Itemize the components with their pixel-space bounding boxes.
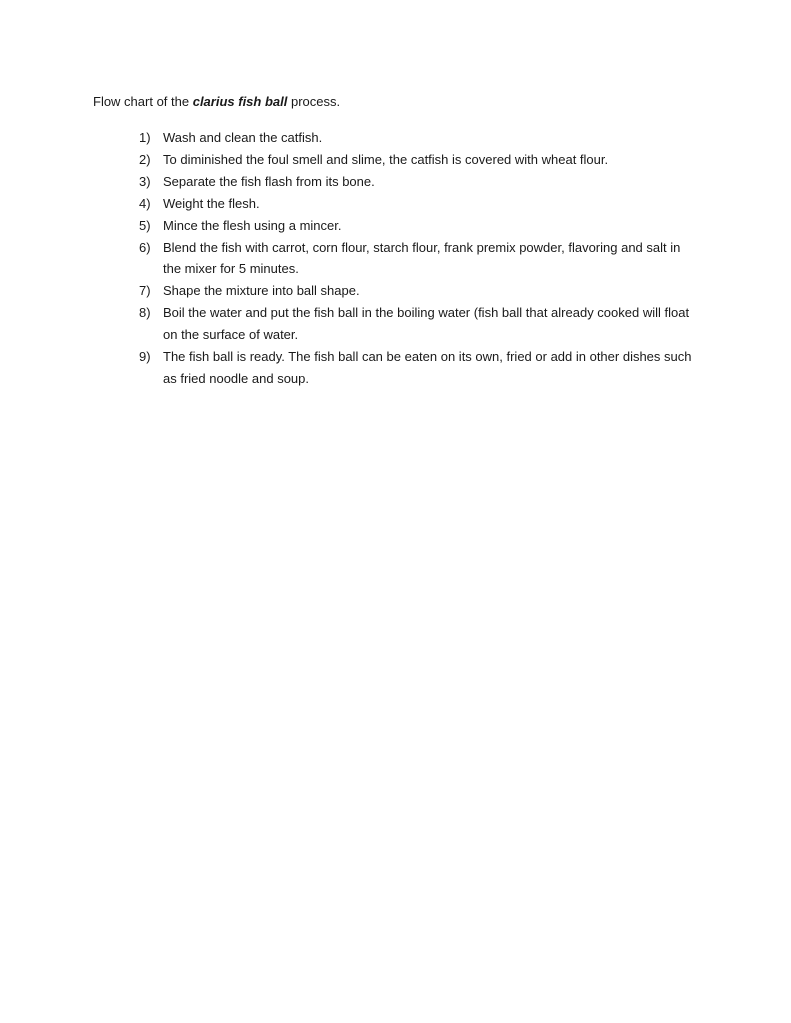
list-item [139,280,699,302]
step-text: Weight the flesh. [163,195,260,211]
list-item [139,171,699,193]
step-text: To diminished the foul smell and slime, the catfish is covered with wheat flour. [163,151,609,167]
list-item [139,302,699,346]
heading-suffix: process. [287,94,341,109]
list-item [139,193,699,215]
step-text: Mince the flesh using a mincer. [163,217,342,233]
step-number: 3) [139,173,151,189]
step-text: Boil the water and put the fish ball in the boiling water (fish ball that already cooked will float on the surface of water. [163,305,690,343]
heading-emphasis: clarius fish ball [192,94,288,109]
document-heading [93,93,340,111]
step-number: 6) [139,239,151,255]
list-item [139,237,699,281]
process-steps-list [139,127,699,390]
step-number: 8) [139,305,151,321]
heading-prefix: Flow chart of the [93,94,193,109]
step-number: 7) [139,283,151,299]
step-text: The fish ball is ready. The fish ball can be eaten on its own, fried or add in other dishes such as fried noodle and soup. [163,349,692,386]
list-item [139,127,699,149]
step-text: Separate the fish flash from its bone. [163,173,375,189]
list-item [139,149,699,171]
step-text: Shape the mixture into ball shape. [163,283,360,299]
list-item [139,346,699,390]
step-number: 5) [139,217,151,233]
step-text: Wash and clean the catfish. [163,130,323,145]
list-item [139,215,699,237]
step-number: 9) [139,349,151,365]
step-number: 2) [139,151,151,167]
step-number: 1) [139,130,151,145]
step-number: 4) [139,195,151,211]
step-text: Blend the fish with carrot, corn flour, starch flour, frank premix powder, flavoring and salt in the mixer for 5 minutes. [163,239,681,277]
